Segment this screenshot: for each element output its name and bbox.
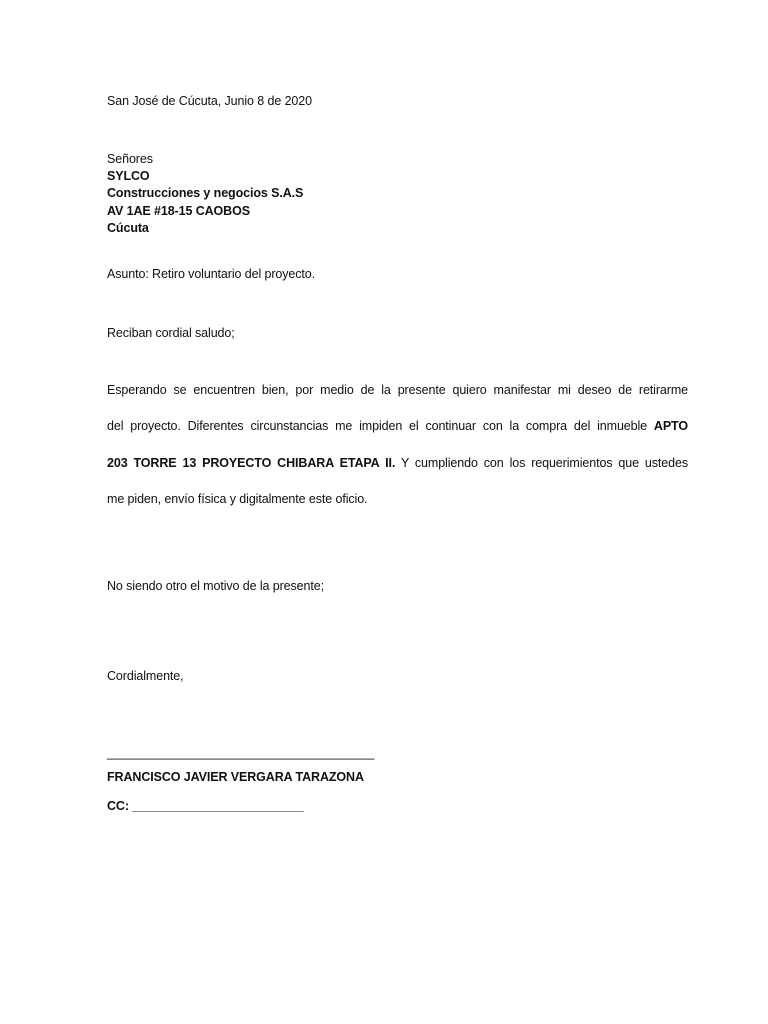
signature-cc: CC: _________________________ — [107, 799, 304, 813]
body-line-3-normal: Y cumpliendo con los requerimientos que ustedes — [395, 456, 688, 470]
body-line-4: me piden, envío física y digitalmente este oficio. — [107, 492, 368, 506]
greeting-line: Reciban cordial saludo; — [107, 326, 235, 340]
recipient-company: SYLCO — [107, 169, 150, 183]
body-line-2 — [107, 417, 688, 435]
recipient-company-full: Construcciones y negocios S.A.S — [107, 186, 304, 200]
body-line-3 — [107, 454, 688, 472]
body-line-3-text — [107, 454, 688, 472]
recipient-city: Cúcuta — [107, 221, 149, 235]
body-line-1-text: Esperando se encuentren bien, por medio de la presente quiero manifestar mi deseo de retirarme — [107, 383, 688, 397]
body-line-2-bold: APTO — [653, 419, 688, 433]
signature-line: _______________________________________ — [107, 746, 375, 760]
body-line-2-normal: del proyecto. Diferentes circunstancias me impiden el continuar con la compra del inmueble — [107, 419, 654, 433]
body-line-3-bold: 203 TORRE 13 PROYECTO CHIBARA ETAPA II. — [107, 456, 396, 470]
body-line-2-text — [107, 417, 688, 435]
recipient-salutation: Señores — [107, 152, 153, 166]
date-line: San José de Cúcuta, Junio 8 de 2020 — [107, 94, 312, 108]
closing-statement: No siendo otro el motivo de la presente; — [107, 579, 324, 593]
body-line-1 — [107, 381, 688, 399]
subject-line: Asunto: Retiro voluntario del proyecto. — [107, 267, 316, 281]
signature-name: FRANCISCO JAVIER VERGARA TARAZONA — [107, 770, 364, 784]
recipient-address: AV 1AE #18-15 CAOBOS — [107, 204, 250, 218]
closing-line: Cordialmente, — [107, 669, 184, 683]
